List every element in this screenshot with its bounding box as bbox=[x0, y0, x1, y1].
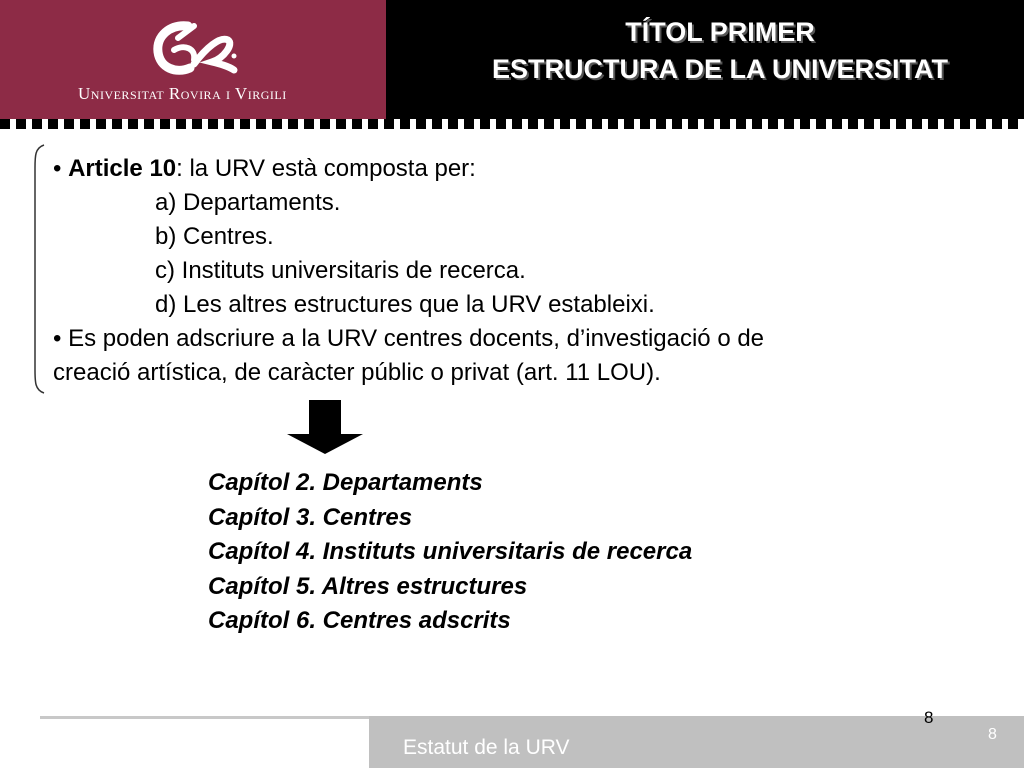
page-number-footer: 8 bbox=[988, 726, 997, 743]
down-arrow-icon bbox=[287, 400, 363, 454]
university-name: Universitat Rovira i Virgili bbox=[78, 84, 287, 103]
article-label: Article 10 bbox=[68, 155, 177, 182]
title-line-1: TÍTOL PRIMER bbox=[625, 17, 815, 47]
title-line-2: ESTRUCTURA DE LA UNIVERSITAT bbox=[492, 54, 948, 84]
page-number: 8 bbox=[924, 708, 934, 727]
chapter-item: Capítol 2. Departaments bbox=[208, 469, 483, 496]
urv-logo-icon bbox=[150, 18, 240, 80]
list-item: d) Les altres estructures que la URV estableixi. bbox=[155, 291, 655, 318]
chapter-item: Capítol 6. Centres adscrits bbox=[208, 607, 511, 634]
chapter-item: Capítol 3. Centres bbox=[208, 503, 413, 531]
list-item: c) Instituts universitaris de recerca. bbox=[155, 257, 526, 284]
list-item: b) Centres. bbox=[155, 223, 274, 250]
paragraph-line-1: • Es poden adscriure a la URV centres docents, d’investigació o de bbox=[53, 325, 765, 352]
bullet: • bbox=[53, 155, 69, 182]
header-dash-divider bbox=[0, 119, 1024, 129]
chapter-item: Capítol 4. Instituts universitaris de recerca bbox=[208, 538, 693, 565]
paragraph-line-2: creació artística, de caràcter públic o privat (art. 11 LOU). bbox=[53, 359, 661, 386]
footer-label: Estatut de la URV bbox=[403, 736, 570, 759]
header-brand-panel bbox=[0, 0, 386, 125]
article-text: : la URV està composta per: bbox=[176, 155, 476, 182]
article-10-line bbox=[53, 152, 1013, 186]
chapter-list bbox=[208, 466, 908, 639]
slide-body bbox=[53, 152, 1013, 390]
footer-divider bbox=[40, 716, 370, 719]
chapter-item: Capítol 5. Altres estructures bbox=[208, 572, 528, 600]
list-item: a) Departaments. bbox=[155, 189, 341, 216]
left-bracket-icon bbox=[33, 144, 45, 394]
slide-title bbox=[420, 14, 1020, 88]
